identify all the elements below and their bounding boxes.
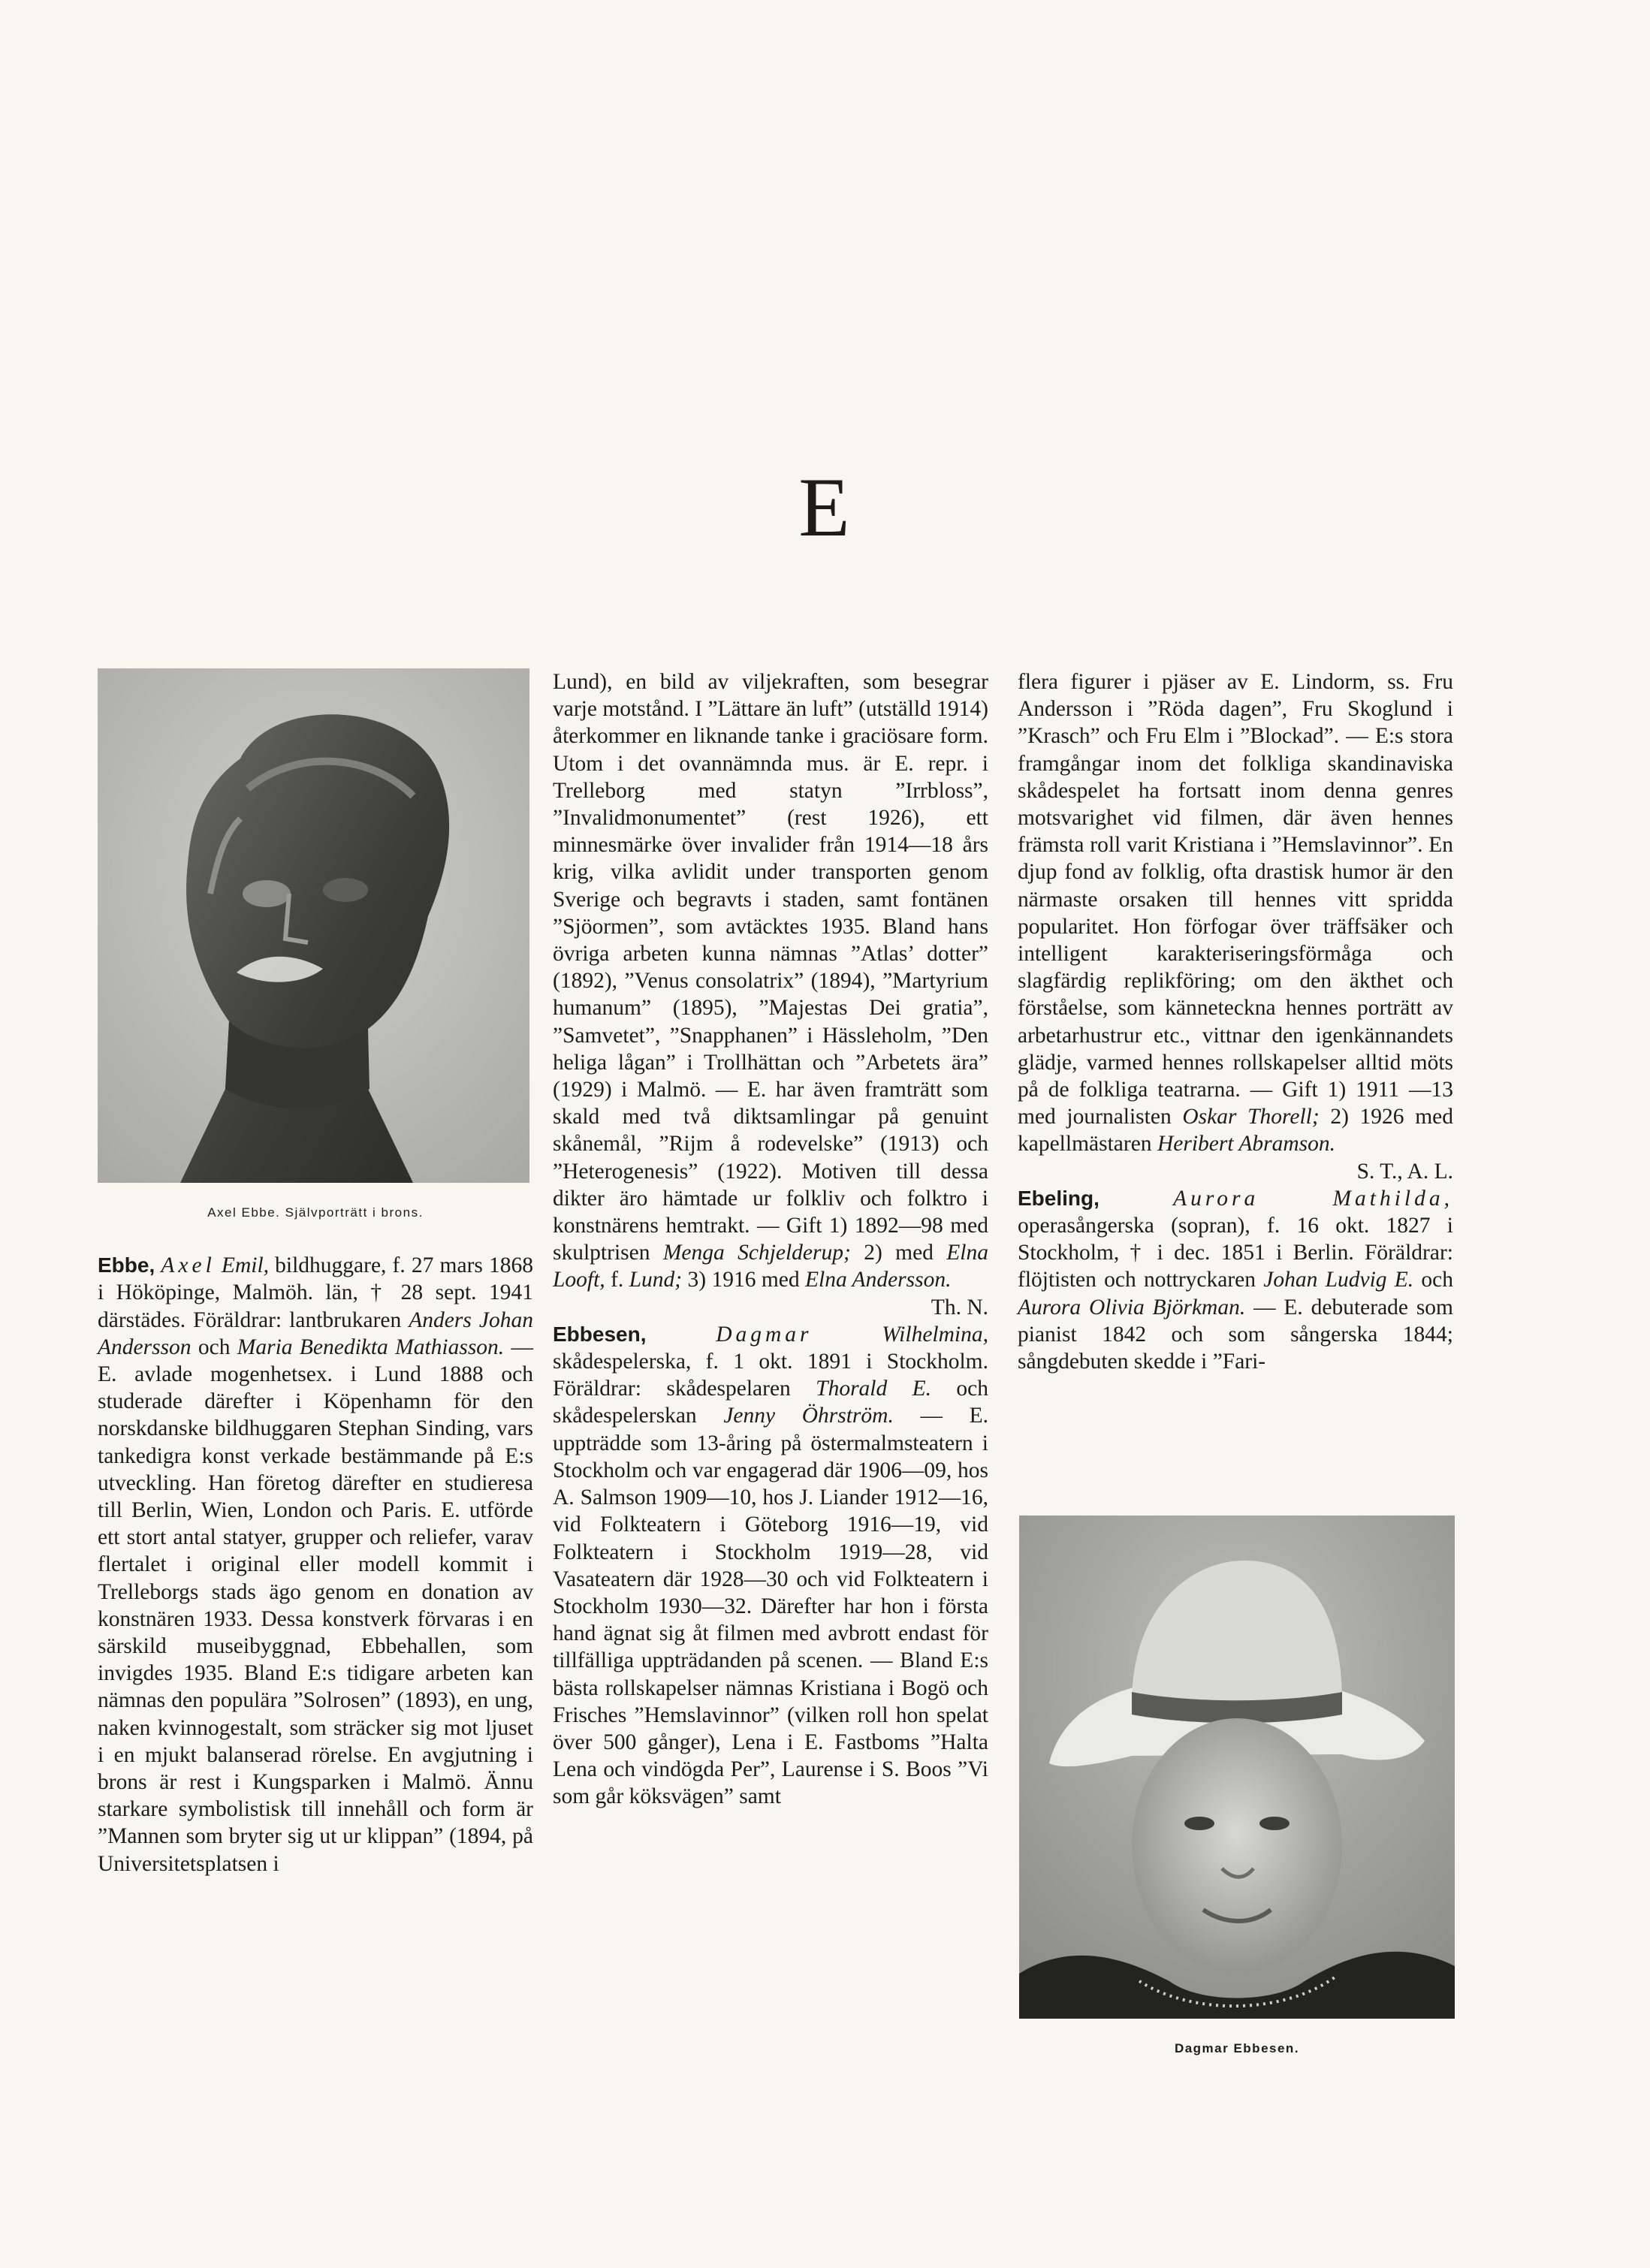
- connector-text: f.: [605, 1268, 629, 1292]
- portrait-caption: Axel Ebbe. Självporträtt i brons.: [207, 1205, 424, 1220]
- spouse-name: Elna Looft,: [553, 1241, 988, 1292]
- author-signature: S. T., A. L.: [1356, 1159, 1453, 1184]
- column-2: [553, 668, 988, 1811]
- entry-ebeling-aurora: [1018, 1185, 1453, 1375]
- continuation-text: flera figurer i pjäser av E. Lindorm, ss. Fru Andersson i ”Röda dagen”, Fru Skoglund i ”Krasch” och Fru Elm i ”Blockad”. — E:s stora framgångar inom det folkliga skandinaviska skådespelet ha fortsatt inom denna genres motsvarighet vid filmen, där även hennes främsta roll varit Kristiana i ”Hemslavinnor”. En djup fond av folklig, ofta drastisk humor är den närmaste orsaken till hennes vitt spridda popularitet. Hon förfogar över träffsäker och intelligent karakteriseringsförmåga och slagfärdig replikföring; om den äkthet och förståelse, som känneteckna hennes porträtt av arbetarhustrur etc., vittnar den igenkännandets glädje, varmed hennes rollskapelser alltid möts på de folkliga teatrarna. — Gift 1) 1911 —13 med journalisten: [1018, 670, 1453, 1129]
- entry-body: — E. avlade mogenhetsex. i Lund 1888 och studerade därefter i Köpenhamn för den norskdanske bildhuggaren Stephan Sinding, vars tankedigra konst verkade bestämmande på E:s utveckling. Han företog därefter en studieresa till Berlin, Wien, London och Paris. E. utförde ett stort antal statyer, grupper och reliefer, varav flertalet i original eller modell kommit i Trelleborgs stads ägo genom en donation av konstnären 1933. Dessa konstverk förvaras i en särskild museibyggnad, Ebbehallen, som invigdes 1935. Bland E:s tidigare arbeten kan nämnas den populära ”Solrosen” (1893), en ung, naken kvinnogestalt, som sträcker sig mot ljuset i en mjukt balanserad rörelse. En avgjutning i brons är rest i Kungsparken i Malmö. Ännu starkare symbolistisk till innehåll och form är ”Mannen som bryter sig ut ur klippan” (1894, på Universitetsplatsen i: [98, 1335, 534, 1876]
- middle-name: Mathilda,: [1332, 1186, 1453, 1211]
- parent-name: Jenny Öhrström.: [723, 1404, 894, 1428]
- connector-text: 3) 1916 med: [682, 1268, 805, 1292]
- given-name: Aurora: [1173, 1186, 1259, 1211]
- column-1: [98, 668, 533, 1877]
- conjunction: och: [191, 1335, 237, 1359]
- entry-body: — E. uppträdde som 13-åring på östermalmsteatern i Stockholm och var engagerad där 1906—09, hos A. Salmson 1909—10, hos J. Liander 1912—16, vid Folkteatern i Göteborg 1916—19, vid Folkteatern i Stockholm 1919—28, vid Vasateatern där 1928—30 och vid Folkteatern i Stockholm 1930—32. Därefter har hon i första hand ägnat sig åt filmen med avbrott endast för tillfälliga uppträdanden på scenen. — Bland E:s bästa rollskapelser nämnas Kristiana i Bogö och Frisches ”Hemslavinnor” (vilken roll hon spelat över 500 gånger), Lena i E. Fastboms ”Halta Lena och vindögda Per”, Laurense i S. Boos ”Vi som går köksvägen” samt: [553, 1404, 988, 1809]
- entry-continuation: [1018, 668, 1453, 1158]
- column-3: [1018, 668, 1453, 1375]
- spouse-name: Menga Schjelderup;: [662, 1241, 851, 1265]
- parent-name: Johan Ludvig E.: [1263, 1268, 1414, 1292]
- section-letter: E: [798, 461, 852, 554]
- spouse-name: Heribert Abramson.: [1157, 1132, 1336, 1157]
- portrait-dagmar-ebbesen: [1019, 1516, 1455, 2019]
- entry-continuation: [553, 668, 988, 1294]
- middle-name: Wilhelmina,: [882, 1322, 988, 1347]
- entry-text: bildhuggare, f. 27 mars 1868 i Hököpinge, Malmöh. län, † 28 sept. 1941 därstädes. Föräldrar: lantbrukaren: [98, 1253, 534, 1332]
- portrait-axel-ebbe: [98, 668, 529, 1183]
- entry-text: operasångerska (sopran), f. 16 okt. 1827 i Stockholm, † i dec. 1851 i Berlin. Föräldrar: flöjtisten och nottryckaren: [1018, 1214, 1453, 1292]
- connector-text: 2) 1926 med kapellmästaren: [1018, 1105, 1453, 1157]
- woman-hat-photo-image: [1019, 1516, 1455, 2019]
- entry-text: skådespelerska, f. 1 okt. 1891 i Stockholm. Föräldrar: skådespelaren: [553, 1350, 988, 1401]
- parent-name: Maria Benedikta Mathiasson.: [237, 1335, 505, 1359]
- continuation-text: Lund), en bild av viljekraften, som besegrar varje motstånd. I ”Lättare än luft” (utställd 1914) återkommer en liknande tanke i graciösare form. Utom i det ovannämnda mus. är E. repr. i Trelleborg med statyn ”Irrbloss”, ”Invalidmonumentet” (rest 1926), ett minnesmärke över invalider från 1914—18 års krig, vilka avlidit under transporten genom Sverige och begravts i staden, samt fontänen ”Sjöormen”, som avtäcktes 1935. Bland hans övriga arbeten kunna nämnas ”Atlas’ dotter” (1892), ”Venus consolatrix” (1894), ”Martyrium humanum” (1895), ”Majestas Dei gratia”, ”Samvetet”, ”Snapphanen” i Hässleholm, ”Den heliga lågan” i Trollhättan och ”Arbetets ära” (1929) i Malmö. — E. har även framträtt som skald med två diktsamlingar på genuint skånemål, ”Rijm å rodevelske” (1913) och ”Heterogenesis” (1922). Motiven till dessa dikter äro hämtade ur folkliv och folktro i konstnärens hemtrakt. — Gift 1) 1892—98 med skulptrisen: [553, 670, 988, 1265]
- entry-ebbe-axel: [98, 1252, 533, 1877]
- conjunction: och skådespelerskan: [553, 1377, 989, 1428]
- connector-text: 2) med: [850, 1241, 947, 1265]
- entry-ebbesen-dagmar: [553, 1321, 988, 1811]
- conjunction: och: [1413, 1268, 1454, 1292]
- headword: Ebbe,: [98, 1253, 155, 1277]
- parent-name: Anders Johan Andersson: [98, 1307, 533, 1359]
- parent-name: Thorald E.: [816, 1377, 932, 1401]
- given-name: Axel: [161, 1253, 216, 1278]
- portrait-caption: Dagmar Ebbesen.: [1174, 2041, 1300, 2055]
- spouse-name: Oskar Thorell;: [1182, 1105, 1320, 1129]
- spouse-name: Elna Andersson.: [805, 1268, 952, 1292]
- spouse-name: Lund;: [629, 1268, 683, 1292]
- author-signature: Th. N.: [931, 1295, 988, 1319]
- parent-name: Aurora Olivia Björkman.: [1018, 1295, 1246, 1319]
- headword: Ebeling,: [1018, 1186, 1099, 1210]
- middle-name: Emil,: [221, 1253, 270, 1278]
- bust-photo-image: [98, 668, 529, 1183]
- headword: Ebbesen,: [553, 1322, 647, 1346]
- given-name: Dagmar: [716, 1322, 813, 1347]
- entry-body: — E. debuterade som pianist 1842 och som sångerska 1844; sångdebuten skedde i ”Fari-: [1018, 1295, 1454, 1374]
